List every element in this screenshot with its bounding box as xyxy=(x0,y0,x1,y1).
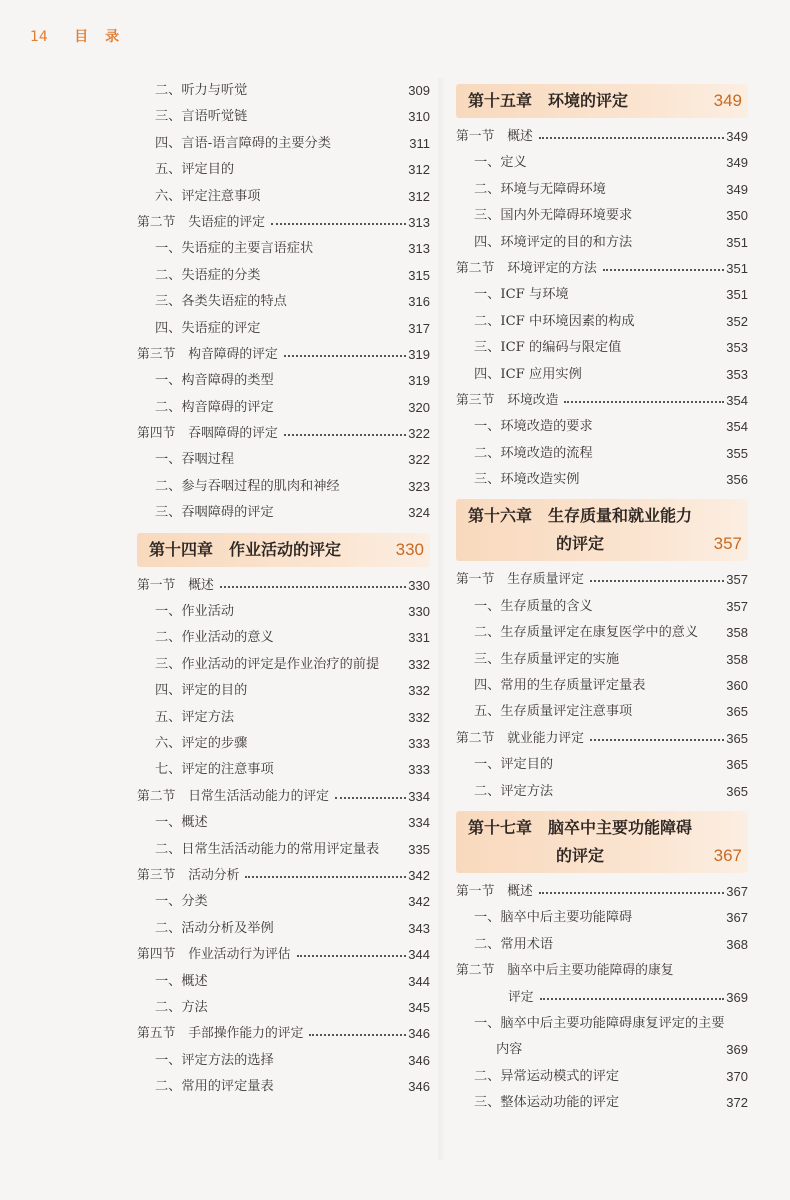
entry-page: 335 xyxy=(408,841,430,857)
entry-label: 一、生存质量的含义 xyxy=(474,598,593,614)
entry-label: 二、活动分析及举例 xyxy=(155,920,274,936)
entry-page: 353 xyxy=(726,340,748,356)
entry-page: 350 xyxy=(726,208,748,224)
chapter-heading[interactable] xyxy=(137,533,430,567)
entry-label: 一、评定方法的选择 xyxy=(155,1052,274,1068)
toc-entry[interactable] xyxy=(137,625,430,651)
entry-label: 二、评定方法 xyxy=(474,783,554,799)
entry-label: 第五节 手部操作能力的评定 xyxy=(137,1026,304,1042)
entry-label: 第二节 日常生活活动能力的评定 xyxy=(137,788,329,804)
toc-entry[interactable] xyxy=(456,282,748,308)
dot-leader xyxy=(564,388,724,403)
entry-page: 342 xyxy=(408,894,430,910)
dot-leader xyxy=(590,567,724,582)
toc-entry[interactable] xyxy=(137,810,430,836)
toc-entry[interactable] xyxy=(456,594,748,620)
entry-label: 第三节 活动分析 xyxy=(137,867,240,883)
dot-leader xyxy=(284,421,406,436)
entry-label: 一、环境改造的要求 xyxy=(474,419,593,435)
entry-label: 第二节 脑卒中后主要功能障碍的康复 xyxy=(456,963,674,979)
toc-entry[interactable] xyxy=(456,335,748,361)
toc-entry[interactable] xyxy=(137,131,430,157)
entry-page: 316 xyxy=(408,294,430,310)
entry-label: 第一节 概述 xyxy=(456,129,533,144)
toc-entry-continued[interactable] xyxy=(456,985,748,1011)
toc-section[interactable] xyxy=(456,879,748,905)
entry-page: 320 xyxy=(408,399,430,415)
entry-label: 四、ICF 应用实例 xyxy=(474,366,582,382)
dot-leader xyxy=(335,784,406,799)
entry-label: 一、脑卒中后主要功能障碍康复评定的主要 xyxy=(474,1015,725,1031)
entry-page: 309 xyxy=(408,83,430,98)
toc-section[interactable] xyxy=(137,863,430,889)
dot-leader xyxy=(590,726,724,741)
entry-label: 第二节 就业能力评定 xyxy=(456,730,584,746)
entry-label: 一、分类 xyxy=(155,894,208,910)
toc-entry[interactable] xyxy=(456,752,748,778)
entry-label: 一、作业活动 xyxy=(155,604,235,620)
dot-leader xyxy=(284,342,406,357)
entry-label: 一、概述 xyxy=(155,815,208,831)
entry-label: 一、构音障碍的类型 xyxy=(155,373,274,389)
toc-entry[interactable] xyxy=(456,441,748,467)
entry-page: 333 xyxy=(408,762,430,778)
entry-label: 五、评定方法 xyxy=(155,709,235,725)
entry-label: 一、定义 xyxy=(474,155,527,171)
entry-label: 第二节 失语症的评定 xyxy=(137,214,265,230)
chapter-page: 357 xyxy=(713,534,742,554)
toc-entry[interactable] xyxy=(137,916,430,942)
entry-label: 二、生存质量评定在康复医学中的意义 xyxy=(474,625,699,641)
entry-page: 368 xyxy=(726,936,748,952)
entry-page: 354 xyxy=(726,419,748,435)
dot-leader xyxy=(297,942,406,957)
toc-section[interactable] xyxy=(456,388,748,414)
chapter-heading[interactable] xyxy=(456,499,748,561)
entry-page: 352 xyxy=(726,313,748,329)
toc-entry[interactable] xyxy=(456,414,748,440)
chapter-page: 349 xyxy=(713,91,742,110)
column-divider xyxy=(438,78,446,1160)
toc-entry[interactable] xyxy=(137,500,430,526)
entry-label: 六、评定注意事项 xyxy=(155,188,261,204)
entry-page: 344 xyxy=(408,973,430,989)
entry-page: 345 xyxy=(408,999,430,1015)
dot-leader xyxy=(539,879,724,894)
entry-page: 349 xyxy=(726,181,748,197)
toc-entry[interactable] xyxy=(137,289,430,315)
dot-leader xyxy=(271,210,406,225)
entry-label: 二、失语症的分类 xyxy=(155,267,261,283)
toc-entry[interactable] xyxy=(456,230,748,256)
chapter-heading[interactable] xyxy=(456,84,748,118)
toc-entry[interactable] xyxy=(456,203,748,229)
toc-section[interactable] xyxy=(456,726,748,752)
entry-label: 四、常用的生存质量评定量表 xyxy=(474,678,646,694)
chapter-title: 第十四章 作业活动的评定 xyxy=(149,539,342,559)
toc-entry[interactable] xyxy=(137,316,430,342)
entry-label: 第一节 概述 xyxy=(137,577,214,593)
entry-label: 三、作业活动的评定是作业治疗的前提 xyxy=(155,656,380,672)
toc-entry[interactable] xyxy=(456,467,748,493)
entry-label: 二、听力与听觉 xyxy=(155,83,248,98)
toc-entry[interactable] xyxy=(456,905,748,931)
toc-section[interactable] xyxy=(137,573,430,599)
entry-page: 351 xyxy=(726,234,748,250)
chapter-page: 330 xyxy=(395,539,424,559)
toc-entry[interactable] xyxy=(456,309,748,335)
entry-page: 319 xyxy=(408,373,430,389)
toc-section[interactable] xyxy=(137,342,430,368)
entry-page: 356 xyxy=(726,472,748,488)
toc-entry[interactable] xyxy=(137,395,430,421)
entry-label: 三、言语听觉链 xyxy=(155,109,248,125)
entry-label: 二、构音障碍的评定 xyxy=(155,399,274,415)
entry-page: 319 xyxy=(408,346,430,362)
entry-label: 六、评定的步骤 xyxy=(155,735,248,751)
toc-section[interactable] xyxy=(456,958,748,984)
entry-page: 370 xyxy=(726,1068,748,1084)
entry-page: 313 xyxy=(408,214,430,230)
entry-page: 310 xyxy=(408,109,430,125)
entry-label: 第二节 环境评定的方法 xyxy=(456,260,597,276)
entry-label: 二、异常运动模式的评定 xyxy=(474,1068,620,1084)
toc-entry[interactable] xyxy=(456,177,748,203)
page-number: 14 xyxy=(30,29,48,45)
entry-page: 365 xyxy=(726,757,748,773)
entry-page: 355 xyxy=(726,445,748,461)
toc-entry[interactable] xyxy=(137,599,430,625)
entry-label: 一、吞咽过程 xyxy=(155,452,235,468)
chapter-title-line2: 的评定 xyxy=(556,534,605,554)
toc-entry[interactable] xyxy=(137,731,430,757)
entry-label: 二、日常生活活动能力的常用评定量表 xyxy=(155,841,380,857)
page-header xyxy=(30,26,125,46)
toc-entry[interactable] xyxy=(456,1090,748,1116)
entry-page: 369 xyxy=(726,989,748,1005)
entry-label: 四、言语-语言障碍的主要分类 xyxy=(155,135,331,151)
entry-page: 349 xyxy=(726,155,748,171)
entry-page: 357 xyxy=(726,572,748,588)
toc-entry[interactable] xyxy=(137,447,430,473)
chapter-title-line2: 的评定 xyxy=(556,845,605,865)
entry-page: 332 xyxy=(408,656,430,672)
entry-page: 323 xyxy=(408,478,430,494)
entry-page: 313 xyxy=(408,241,430,257)
entry-page: 330 xyxy=(408,577,430,593)
entry-page: 333 xyxy=(408,735,430,751)
entry-page: 353 xyxy=(726,366,748,382)
entry-label: 二、常用术语 xyxy=(474,936,554,952)
entry-page: 367 xyxy=(726,910,748,926)
toc-section[interactable] xyxy=(137,942,430,968)
entry-page: 334 xyxy=(408,815,430,831)
entry-page: 349 xyxy=(726,129,748,144)
toc-entry[interactable] xyxy=(456,647,748,673)
entry-page: 322 xyxy=(408,452,430,468)
toc-entry[interactable] xyxy=(456,1011,748,1037)
entry-page: 334 xyxy=(408,788,430,804)
entry-label: 第三节 构音障碍的评定 xyxy=(137,346,278,362)
entry-page: 312 xyxy=(408,162,430,178)
toc-entry[interactable] xyxy=(137,236,430,262)
toc-entry[interactable] xyxy=(456,620,748,646)
entry-label: 第四节 吞咽障碍的评定 xyxy=(137,426,278,442)
toc-left-column xyxy=(137,78,430,1100)
entry-label: 四、失语症的评定 xyxy=(155,320,261,336)
dot-leader xyxy=(603,256,724,271)
entry-page: 365 xyxy=(726,783,748,799)
toc-right-column xyxy=(456,78,748,1117)
chapter-title: 第十六章 生存质量和就业能力 xyxy=(468,506,693,526)
entry-label: 五、评定目的 xyxy=(155,162,235,178)
entry-label-line2: 内容 xyxy=(496,1042,523,1058)
entry-page: 351 xyxy=(726,287,748,303)
entry-label: 第三节 环境改造 xyxy=(456,392,559,408)
entry-page: 365 xyxy=(726,704,748,720)
chapter-page: 367 xyxy=(713,845,742,865)
toc-section[interactable] xyxy=(456,124,748,150)
toc-entry[interactable] xyxy=(137,474,430,500)
toc-section[interactable] xyxy=(456,567,748,593)
entry-label-line2: 评定 xyxy=(508,989,534,1005)
chapter-heading[interactable] xyxy=(456,811,748,873)
entry-label: 七、评定的注意事项 xyxy=(155,762,274,778)
toc-entry[interactable] xyxy=(137,995,430,1021)
toc-section[interactable] xyxy=(137,784,430,810)
toc-entry[interactable] xyxy=(137,104,430,130)
entry-label: 四、评定的目的 xyxy=(155,683,248,699)
entry-page: 369 xyxy=(726,1042,748,1058)
entry-page: 342 xyxy=(408,867,430,883)
entry-label: 二、作业活动的意义 xyxy=(155,630,274,646)
toc-entry[interactable] xyxy=(137,263,430,289)
toc-entry[interactable] xyxy=(137,157,430,183)
toc-entry[interactable] xyxy=(456,362,748,388)
header-title: 目 录 xyxy=(74,29,126,45)
entry-page: 343 xyxy=(408,920,430,936)
dot-leader xyxy=(220,573,406,588)
entry-label: 二、环境改造的流程 xyxy=(474,445,593,461)
toc-entry[interactable] xyxy=(456,779,748,805)
toc-entry-continued[interactable] xyxy=(456,1037,748,1063)
toc-entry[interactable] xyxy=(137,1074,430,1100)
toc-section[interactable] xyxy=(137,1021,430,1047)
entry-page: 372 xyxy=(726,1095,748,1111)
entry-label: 第一节 生存质量评定 xyxy=(456,572,584,588)
entry-label: 三、ICF 的编码与限定值 xyxy=(474,340,622,356)
chapter-title: 第十五章 环境的评定 xyxy=(468,91,629,110)
entry-page: 311 xyxy=(409,135,430,151)
entry-page: 367 xyxy=(726,883,748,899)
dot-leader xyxy=(245,863,406,878)
entry-label: 一、评定目的 xyxy=(474,757,554,773)
entry-page: 358 xyxy=(726,651,748,667)
entry-label: 二、参与吞咽过程的肌肉和神经 xyxy=(155,478,340,494)
toc-entry[interactable] xyxy=(137,78,430,104)
entry-page: 315 xyxy=(408,267,430,283)
entry-page: 322 xyxy=(408,426,430,442)
dot-leader xyxy=(539,124,724,139)
toc-entry[interactable] xyxy=(456,932,748,958)
toc-entry[interactable] xyxy=(137,652,430,678)
entry-label: 五、生存质量评定注意事项 xyxy=(474,704,633,720)
toc-entry[interactable] xyxy=(456,1064,748,1090)
entry-label: 二、常用的评定量表 xyxy=(155,1079,274,1095)
dot-leader xyxy=(540,985,724,1000)
toc-entry[interactable] xyxy=(456,150,748,176)
toc-entry[interactable] xyxy=(456,699,748,725)
entry-label: 三、各类失语症的特点 xyxy=(155,294,287,310)
entry-page: 365 xyxy=(726,730,748,746)
entry-page: 331 xyxy=(408,630,430,646)
entry-label: 一、概述 xyxy=(155,973,208,989)
entry-label: 三、生存质量评定的实施 xyxy=(474,651,620,667)
toc-entry[interactable] xyxy=(137,1048,430,1074)
entry-page: 346 xyxy=(408,1052,430,1068)
entry-label: 二、ICF 中环境因素的构成 xyxy=(474,313,635,329)
entry-label: 三、国内外无障碍环境要求 xyxy=(474,208,633,224)
toc-entry[interactable] xyxy=(137,837,430,863)
entry-page: 354 xyxy=(726,392,748,408)
entry-label: 一、失语症的主要言语症状 xyxy=(155,241,314,257)
entry-page: 332 xyxy=(408,683,430,699)
entry-page: 330 xyxy=(408,604,430,620)
entry-label: 第一节 概述 xyxy=(456,883,533,899)
entry-label: 三、吞咽障碍的评定 xyxy=(155,505,274,521)
entry-page: 317 xyxy=(408,320,430,336)
entry-page: 351 xyxy=(726,260,748,276)
entry-label: 二、方法 xyxy=(155,999,208,1015)
toc-entry[interactable] xyxy=(137,757,430,783)
entry-page: 360 xyxy=(726,678,748,694)
toc-entry[interactable] xyxy=(456,673,748,699)
toc-entry[interactable] xyxy=(137,969,430,995)
entry-label: 三、整体运动功能的评定 xyxy=(474,1095,620,1111)
toc-entry[interactable] xyxy=(137,678,430,704)
entry-page: 358 xyxy=(726,625,748,641)
toc-entry[interactable] xyxy=(137,889,430,915)
entry-label: 三、环境改造实例 xyxy=(474,472,580,488)
entry-label: 二、环境与无障碍环境 xyxy=(474,181,606,197)
entry-label: 一、ICF 与环境 xyxy=(474,287,569,303)
toc-entry[interactable] xyxy=(137,705,430,731)
entry-page: 344 xyxy=(408,947,430,963)
toc-section[interactable] xyxy=(137,421,430,447)
entry-label: 第四节 作业活动行为评估 xyxy=(137,947,291,963)
entry-page: 332 xyxy=(408,709,430,725)
entry-label: 一、脑卒中后主要功能障碍 xyxy=(474,910,633,926)
chapter-title: 第十七章 脑卒中主要功能障碍 xyxy=(468,817,693,837)
dot-leader xyxy=(309,1021,406,1036)
toc-section[interactable] xyxy=(456,256,748,282)
entry-page: 324 xyxy=(408,505,430,521)
toc-entry[interactable] xyxy=(137,184,430,210)
entry-page: 357 xyxy=(726,598,748,614)
entry-page: 346 xyxy=(408,1026,430,1042)
entry-page: 346 xyxy=(408,1079,430,1095)
toc-entry[interactable] xyxy=(137,368,430,394)
toc-section[interactable] xyxy=(137,210,430,236)
entry-page: 312 xyxy=(408,188,430,204)
entry-label: 四、环境评定的目的和方法 xyxy=(474,234,633,250)
